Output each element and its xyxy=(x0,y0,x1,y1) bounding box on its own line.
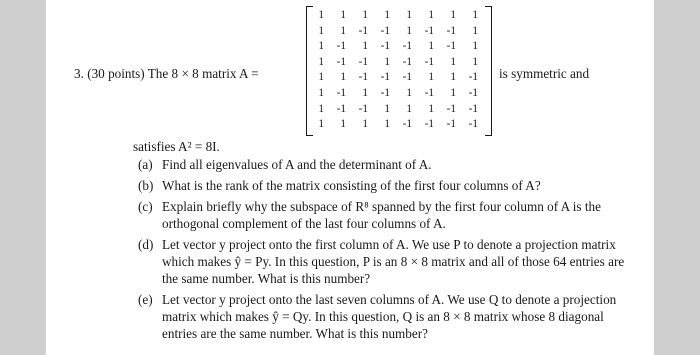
matrix-cell: 1 xyxy=(428,9,434,21)
matrix-cell: -1 xyxy=(468,118,478,131)
part-b-line xyxy=(138,177,541,194)
matrix-cell: -1 xyxy=(380,87,390,99)
matrix-cell: -1 xyxy=(402,71,412,84)
part-text: the same number. What is this number? xyxy=(162,271,371,286)
matrix-right-bracket xyxy=(485,6,492,136)
matrix-cell: 1 xyxy=(472,55,478,68)
part-d-line xyxy=(162,253,624,270)
part-label: (e) xyxy=(138,292,153,307)
matrix-trailing-text: is symmetric and xyxy=(499,66,590,81)
part-c-line xyxy=(138,198,601,215)
part-text: Find all eigenvalues of A and the determinant of A. xyxy=(162,157,432,172)
matrix-cell: 1 xyxy=(362,87,368,99)
matrix-cell: 1 xyxy=(318,9,324,21)
matrix-cell: -1 xyxy=(402,55,412,68)
matrix-cell: 1 xyxy=(340,9,346,21)
matrix-cell: -1 xyxy=(424,118,434,131)
part-text: Explain briefly why the subspace of R⁸ spanned by the first four column of A is the xyxy=(162,199,601,214)
matrix-cell: -1 xyxy=(358,55,368,68)
matrix-cell: -1 xyxy=(380,71,390,84)
matrix-cell: -1 xyxy=(336,102,346,115)
part-text: Let vector y project onto the first column of A. We use P to denote a projection matrix xyxy=(162,237,616,252)
matrix-cell: 1 xyxy=(428,102,434,115)
matrix-cell: -1 xyxy=(380,40,390,53)
part-e-line xyxy=(162,325,428,342)
part-label: (b) xyxy=(138,178,154,193)
part-c-line xyxy=(162,215,446,232)
matrix-cell: 1 xyxy=(472,24,478,37)
matrix-cell: 1 xyxy=(384,55,390,68)
matrix-cell: 1 xyxy=(428,40,434,53)
matrix-cell: 1 xyxy=(340,118,346,131)
matrix-cell: -1 xyxy=(446,118,456,131)
matrix-cell: 1 xyxy=(318,71,324,84)
matrix-cell: 1 xyxy=(318,118,324,131)
part-d-line xyxy=(162,270,370,287)
part-a-line xyxy=(138,156,432,173)
matrix-cell: -1 xyxy=(468,102,478,115)
part-text: orthogonal complement of the last four columns of A. xyxy=(162,216,446,231)
matrix-cell: 1 xyxy=(340,24,346,37)
matrix-cell: 1 xyxy=(362,40,368,53)
matrix-cell: 1 xyxy=(318,24,324,37)
matrix-cell: -1 xyxy=(468,87,478,99)
part-e-line xyxy=(138,291,616,308)
matrix-cell: 1 xyxy=(318,102,324,115)
matrix-cell: 1 xyxy=(384,9,390,21)
matrix-cell: 1 xyxy=(340,71,346,84)
matrix-cell: 1 xyxy=(362,9,368,21)
matrix-cell: 1 xyxy=(406,9,412,21)
matrix-cell: 1 xyxy=(450,71,456,84)
matrix-cell: -1 xyxy=(336,87,346,99)
matrix-cell: 1 xyxy=(406,24,412,37)
matrix-cell: 1 xyxy=(406,102,412,115)
matrix-cell: -1 xyxy=(424,24,434,37)
matrix-cell: 1 xyxy=(428,71,434,84)
part-e-line xyxy=(162,308,604,325)
matrix-cell: -1 xyxy=(446,102,456,115)
matrix-cell: 1 xyxy=(450,55,456,68)
matrix-cell: -1 xyxy=(446,40,456,53)
matrix-cell: -1 xyxy=(424,55,434,68)
matrix-cell: 1 xyxy=(450,87,456,99)
matrix-cell: -1 xyxy=(380,24,390,37)
matrix-cell: 1 xyxy=(362,118,368,131)
part-text: matrix which makes ŷ = Qy. In this question, Q is an 8 × 8 matrix whose 8 diagonal xyxy=(162,309,604,324)
matrix-cell: -1 xyxy=(358,71,368,84)
matrix-cell: 1 xyxy=(318,40,324,53)
intro-line: satisfies A² = 8I. xyxy=(133,139,220,154)
matrix-cell: 1 xyxy=(384,102,390,115)
part-text: What is the rank of the matrix consisting of the first four columns of A? xyxy=(162,178,541,193)
left-page-margin xyxy=(0,0,46,355)
part-text: entries are the same number. What is this number? xyxy=(162,326,428,341)
matrix-cell: -1 xyxy=(336,40,346,53)
matrix-cell: -1 xyxy=(402,40,412,53)
matrix-A xyxy=(306,6,492,136)
matrix-cell: 1 xyxy=(450,9,456,21)
part-d-line xyxy=(138,236,616,253)
part-text: Let vector y project onto the last seven columns of A. We use Q to denote a projection xyxy=(162,292,617,307)
matrix-cell: 1 xyxy=(472,40,478,53)
matrix-cell: -1 xyxy=(424,87,434,99)
matrix-cell: -1 xyxy=(336,55,346,68)
matrix-cell: 1 xyxy=(318,87,324,99)
matrix-cell: 1 xyxy=(472,9,478,21)
matrix-cell: 1 xyxy=(318,55,324,68)
matrix-cell: -1 xyxy=(468,71,478,84)
part-label: (a) xyxy=(138,157,153,172)
part-label: (c) xyxy=(138,199,153,214)
right-page-margin xyxy=(654,0,700,355)
matrix-cell: -1 xyxy=(446,24,456,37)
matrix-cell: -1 xyxy=(358,102,368,115)
matrix-cell: 1 xyxy=(384,118,390,131)
part-label: (d) xyxy=(138,237,154,252)
matrix-cell: 1 xyxy=(406,87,412,99)
part-text: which makes ŷ = Py. In this question, P is an 8 × 8 matrix and all of those 64 entries are xyxy=(162,254,625,269)
matrix-cell: -1 xyxy=(358,24,368,37)
problem-heading: 3. (30 points) The 8 × 8 matrix A = xyxy=(74,66,259,81)
matrix-cell: -1 xyxy=(402,118,412,131)
